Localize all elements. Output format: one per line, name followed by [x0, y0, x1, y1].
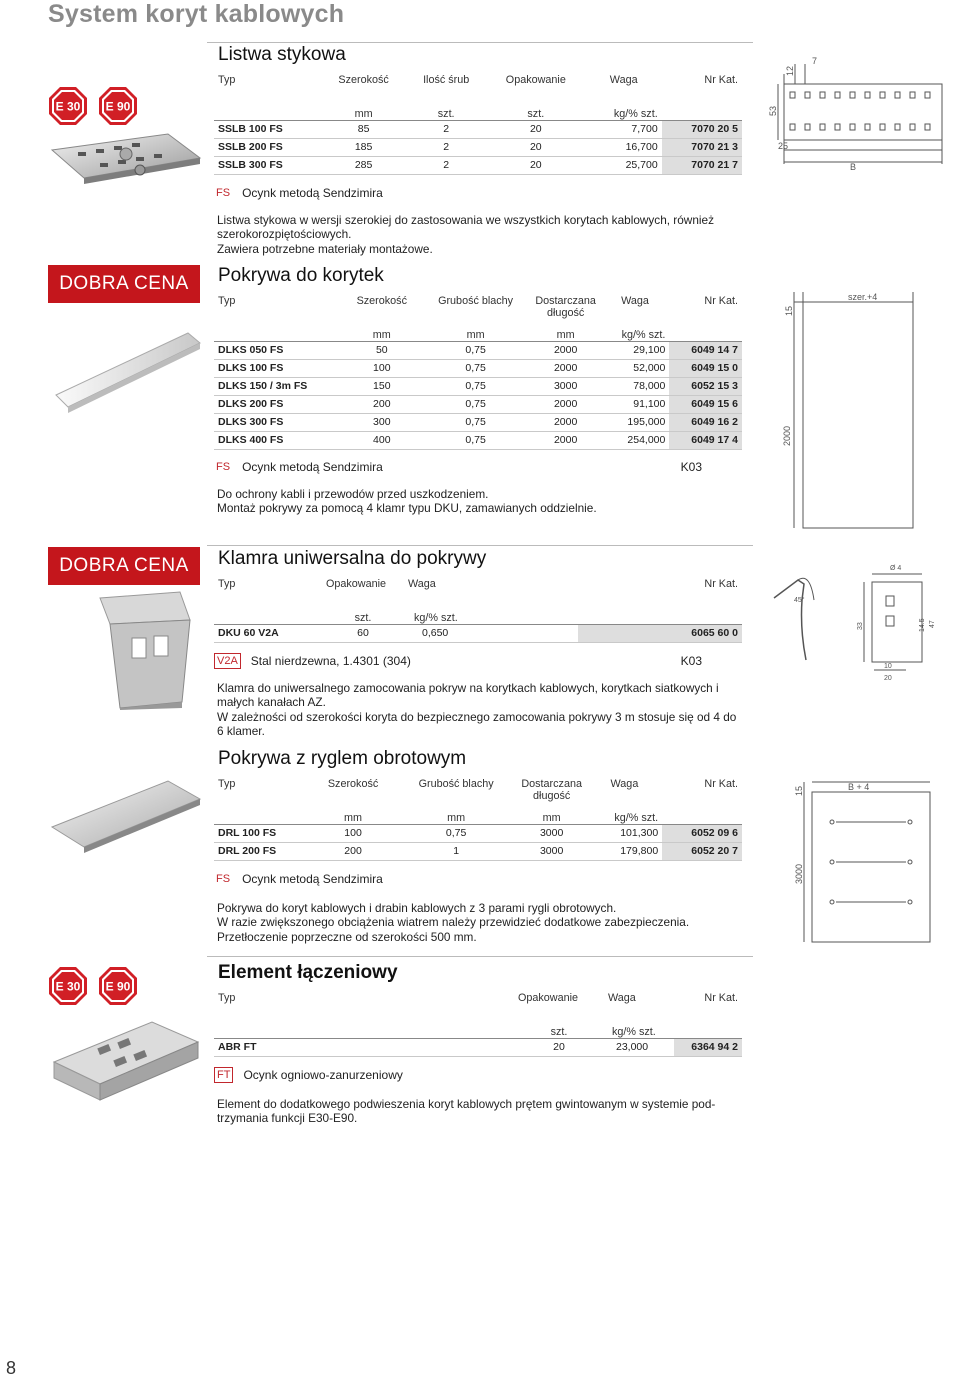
- pokrywa-title: Pokrywa do korytek: [218, 265, 384, 286]
- cell-typ: SSLB 200 FS: [214, 138, 321, 156]
- rygiel-title: Pokrywa z ryglem obrotowym: [218, 748, 467, 769]
- rygiel-legend: [214, 869, 742, 889]
- dim-b: B: [850, 162, 857, 172]
- listwa-table: [214, 72, 742, 175]
- col-nr-kat: Nr Kat.: [704, 578, 738, 590]
- cell-nr-kat: 6049 16 2: [669, 413, 742, 431]
- cell-typ: DKU 60 V2A: [214, 624, 322, 642]
- dim-45: 45°: [794, 597, 805, 604]
- listwa-drawing: [768, 54, 953, 199]
- col-waga: Waga: [408, 578, 436, 590]
- finish-code: V2A: [214, 653, 241, 669]
- klamra-section: [214, 548, 742, 739]
- dim-3000: 3000: [794, 863, 804, 884]
- cell-typ: DRL 100 FS: [214, 824, 310, 842]
- klamra-drawing: [764, 560, 954, 690]
- cell: 195,000: [601, 413, 670, 431]
- e30-label: E 30: [55, 99, 81, 114]
- cell-typ: DLKS 100 FS: [214, 359, 343, 377]
- unit-cell: kg/% szt.: [604, 1020, 674, 1038]
- rygiel-description: [214, 901, 742, 945]
- dim-25: 25: [778, 141, 789, 151]
- cell: 50: [343, 341, 420, 359]
- cell: 78,000: [601, 377, 670, 395]
- cell: 200: [310, 842, 395, 860]
- table-row: [214, 395, 742, 413]
- cell: 179,800: [587, 842, 663, 860]
- cell-waga: 25,700: [586, 156, 662, 174]
- description-line: Klamra do uniwersalnego zamocowania pokryw na korytkach kablowych, korytkach siatkowych i małych kanałach AZ.: [217, 680, 719, 709]
- cell-nr-kat: 6364 94 2: [674, 1038, 742, 1056]
- col-nr-kat: Nr Kat.: [704, 74, 738, 86]
- unit-cell: [214, 323, 343, 341]
- cell-nr-kat: 6049 15 6: [669, 395, 742, 413]
- cell: 200: [343, 395, 420, 413]
- unit-cell: szt.: [406, 102, 486, 120]
- dim-15: 15: [784, 305, 794, 316]
- unit-cell: [214, 1020, 514, 1038]
- unit-cell: mm: [421, 323, 531, 341]
- finish-code: FT: [214, 1067, 233, 1083]
- unit-cell: szt.: [514, 1020, 604, 1038]
- element-description: [214, 1097, 734, 1126]
- unit-cell: szt.: [486, 102, 586, 120]
- cell-szerokosc: 185: [321, 138, 407, 156]
- pokrywa-description: [214, 487, 742, 516]
- description-line: Pokrywa do koryt kablowych i drabin kablowych z 3 parami rygli obrotowych.: [217, 900, 617, 915]
- finish-text: Ocynk metodą Sendzimira: [242, 185, 383, 200]
- cell-ilosc: 2: [406, 120, 486, 138]
- unit-cell: [214, 606, 322, 624]
- cell: 3000: [517, 842, 587, 860]
- section-rule: [207, 545, 753, 546]
- col-grubosc: Grubość blachy: [418, 778, 494, 790]
- cell: 100: [310, 824, 395, 842]
- dim-b-plus: B + 4: [848, 782, 870, 792]
- dim-15: 15: [794, 785, 804, 796]
- dim-33: 33: [857, 622, 864, 630]
- finish-code: FS: [216, 186, 231, 199]
- col-waga: Waga: [621, 295, 649, 307]
- listwa-section: [214, 44, 742, 256]
- col-szerokosc: Szerokość: [327, 778, 379, 790]
- finish-text: Ocynk metodą Sendzimira: [242, 459, 383, 474]
- klamra-legend: [214, 651, 742, 671]
- dim-d4: Ø 4: [890, 565, 902, 572]
- description-line: Przetłoczenie poprzeczne od szerokości 500 mm.: [217, 929, 477, 944]
- col-typ: Typ: [218, 578, 236, 590]
- unit-cell: kg/% szt.: [601, 323, 670, 341]
- cell-nr-kat: 7070 21 7: [662, 156, 742, 174]
- listwa-photo: [48, 130, 203, 205]
- col-waga: Waga: [608, 992, 636, 1004]
- pokrywa-photo: [48, 325, 203, 440]
- element-table: [214, 990, 742, 1057]
- cell: 0,75: [421, 395, 531, 413]
- klamra-title: Klamra uniwersalna do pokrywy: [218, 548, 487, 569]
- dim-7: 7: [812, 56, 818, 66]
- unit-cell: szt.: [322, 606, 404, 624]
- k-code: K03: [680, 653, 702, 668]
- cell: 0,75: [421, 431, 531, 449]
- cell: 0,75: [421, 341, 531, 359]
- table-row: [214, 138, 742, 156]
- unit-cell: [662, 806, 742, 824]
- cell: 2000: [531, 359, 601, 377]
- page-title: System koryt kablowych: [48, 0, 345, 28]
- klamra-description: [214, 681, 742, 739]
- listwa-title: Listwa stykowa: [218, 44, 346, 65]
- listwa-description: [214, 213, 742, 257]
- dim-14-5: 14.5: [919, 618, 926, 632]
- unit-cell: [662, 102, 742, 120]
- col-waga: Waga: [610, 778, 639, 790]
- unit-cell: [214, 806, 310, 824]
- cell: 400: [343, 431, 420, 449]
- dim-szer: szer.+4: [848, 292, 878, 302]
- description-line: Element do dodatkowego podwieszenia koryt kablowych prętem gwintowanym w systemie pod-trzymania funkcji E30-E90.: [217, 1096, 716, 1125]
- pokrywa-drawing: [778, 284, 928, 539]
- cell: 2000: [531, 431, 601, 449]
- finish-code: FS: [216, 460, 231, 473]
- cell-opakowanie: 20: [486, 138, 586, 156]
- col-opakowanie: Opakowanie: [505, 74, 566, 86]
- col-dlugosc: Dostarczana długość: [521, 778, 582, 802]
- cell-typ: DLKS 150 / 3m FS: [214, 377, 343, 395]
- unit-cell: kg/% szt.: [404, 606, 578, 624]
- cell: 101,300: [587, 824, 663, 842]
- unit-cell: mm: [343, 323, 420, 341]
- dim-2000: 2000: [782, 425, 792, 446]
- cell-typ: DLKS 300 FS: [214, 413, 343, 431]
- finish-text: Stal nierdzewna, 1.4301 (304): [250, 653, 411, 668]
- cell-typ: DLKS 400 FS: [214, 431, 343, 449]
- col-szerokosc: Szerokość: [338, 74, 389, 86]
- e30-sign: [48, 86, 88, 126]
- cell-nr-kat: 6049 15 0: [669, 359, 742, 377]
- table-row: [214, 431, 742, 449]
- pokrywa-table: [214, 293, 742, 450]
- col-nr-kat: Nr Kat.: [704, 992, 738, 1004]
- col-opakowanie: Opakowanie: [518, 992, 579, 1004]
- pokrywa-section: [214, 265, 742, 516]
- cell: 0,650: [404, 624, 578, 642]
- dim-53: 53: [768, 105, 778, 116]
- unit-cell: [214, 102, 321, 120]
- finish-text: Ocynk metodą Sendzimira: [242, 871, 383, 886]
- cell-typ: SSLB 300 FS: [214, 156, 321, 174]
- cell-opakowanie: 20: [486, 120, 586, 138]
- table-row: [214, 156, 742, 174]
- unit-cell: kg/% szt.: [586, 102, 662, 120]
- section-rule: [207, 42, 753, 43]
- cell-typ: DLKS 200 FS: [214, 395, 343, 413]
- cell: 29,100: [601, 341, 670, 359]
- unit-cell: mm: [396, 806, 517, 824]
- unit-cell: [669, 323, 742, 341]
- dim-20: 20: [884, 675, 892, 682]
- cell: 20: [514, 1038, 604, 1056]
- table-row: [214, 1038, 742, 1056]
- dim-10: 10: [884, 663, 892, 670]
- cell: 0,75: [421, 413, 531, 431]
- col-nr-kat: Nr Kat.: [704, 295, 738, 307]
- element-photo: [48, 1012, 208, 1112]
- rygiel-drawing: [788, 772, 938, 957]
- unit-cell: mm: [517, 806, 587, 824]
- col-dlugosc: Dostarczana długość: [535, 295, 596, 319]
- cell: 1: [396, 842, 517, 860]
- unit-cell: [578, 606, 742, 624]
- description-line: W zależności od szerokości koryta do bezpiecznego zamocowania pokrywy 3 m stosuje się od 4 do 6 klamer.: [217, 709, 737, 738]
- finish-text: Ocynk ogniowo-zanurzeniowy: [243, 1067, 403, 1082]
- cell-ilosc: 2: [406, 156, 486, 174]
- unit-cell: mm: [310, 806, 395, 824]
- page-number: 8: [6, 1358, 17, 1378]
- col-nr-kat: Nr Kat.: [704, 778, 738, 790]
- cell-opakowanie: 20: [486, 156, 586, 174]
- dobra-cena-badge: DOBRA CENA: [48, 265, 200, 303]
- cell-szerokosc: 85: [321, 120, 407, 138]
- k-code: K03: [680, 459, 702, 474]
- cell: 91,100: [601, 395, 670, 413]
- cell-nr-kat: 6065 60 0: [578, 624, 742, 642]
- cell-typ: DLKS 050 FS: [214, 341, 343, 359]
- dobra-cena-badge: DOBRA CENA: [48, 547, 200, 585]
- e90-sign: [98, 86, 138, 126]
- cell-typ: SSLB 100 FS: [214, 120, 321, 138]
- cell: 300: [343, 413, 420, 431]
- cell: 23,000: [604, 1038, 674, 1056]
- cell: 100: [343, 359, 420, 377]
- element-legend: [214, 1065, 742, 1085]
- rygiel-section: [214, 748, 742, 944]
- table-row: [214, 624, 742, 642]
- element-title: Element łączeniowy: [218, 962, 398, 983]
- cell-typ: DRL 200 FS: [214, 842, 310, 860]
- table-row: [214, 824, 742, 842]
- col-typ: Typ: [218, 74, 236, 86]
- cell: 150: [343, 377, 420, 395]
- cell: 52,000: [601, 359, 670, 377]
- cell: 0,75: [421, 359, 531, 377]
- description-line: Listwa stykowa w wersji szerokiej do zastosowania we wszystkich korytach kablowych, również szerokorozpiętościowych.: [217, 212, 714, 241]
- dim-12: 12: [785, 65, 795, 76]
- cell-nr-kat: 6052 09 6: [662, 824, 742, 842]
- col-typ: Typ: [218, 778, 236, 790]
- cell-nr-kat: 7070 20 5: [662, 120, 742, 138]
- cell-nr-kat: 6049 14 7: [669, 341, 742, 359]
- table-row: [214, 120, 742, 138]
- cell: 0,75: [396, 824, 517, 842]
- cell-nr-kat: 6052 15 3: [669, 377, 742, 395]
- col-opakowanie: Opakowanie: [326, 578, 387, 590]
- e90-sign: [98, 966, 138, 1006]
- col-ilosc-srub: Ilość śrub: [423, 74, 470, 86]
- cell: 0,75: [421, 377, 531, 395]
- e90-label: E 90: [105, 99, 131, 114]
- cell-nr-kat: 7070 21 3: [662, 138, 742, 156]
- cell-nr-kat: 6049 17 4: [669, 431, 742, 449]
- table-row: [214, 842, 742, 860]
- rygiel-table: [214, 776, 742, 861]
- unit-cell: mm: [321, 102, 407, 120]
- dim-47: 47: [929, 620, 936, 628]
- cell: 60: [322, 624, 404, 642]
- col-typ: Typ: [218, 992, 236, 1004]
- cell: 3000: [531, 377, 601, 395]
- unit-cell: kg/% szt.: [587, 806, 663, 824]
- table-row: [214, 359, 742, 377]
- cell-waga: 16,700: [586, 138, 662, 156]
- cell: 254,000: [601, 431, 670, 449]
- col-typ: Typ: [218, 295, 236, 307]
- cell-szerokosc: 285: [321, 156, 407, 174]
- e90-label: E 90: [105, 979, 131, 994]
- table-row: [214, 413, 742, 431]
- description-line: W razie zwiększonego obciążenia wiatrem należy przewidzieć dodatkowe zabezpieczenia.: [217, 915, 690, 929]
- col-waga: Waga: [609, 74, 638, 86]
- cell: 2000: [531, 395, 601, 413]
- cell-ilosc: 2: [406, 138, 486, 156]
- table-row: [214, 341, 742, 359]
- rygiel-photo: [48, 775, 203, 880]
- col-szerokosc: Szerokość: [356, 295, 407, 307]
- listwa-legend: [214, 183, 742, 203]
- description-line: Do ochrony kabli i przewodów przed uszkodzeniem.: [217, 486, 489, 501]
- table-row: [214, 377, 742, 395]
- klamra-photo: [90, 590, 200, 715]
- e30-label: E 30: [55, 979, 81, 994]
- unit-cell: mm: [531, 323, 601, 341]
- description-line: Zawiera potrzebne materiały montażowe.: [217, 241, 433, 256]
- description-line: Montaż pokrywy za pomocą 4 klamr typu DKU, zamawianych oddzielnie.: [217, 501, 597, 515]
- cell: 2000: [531, 341, 601, 359]
- col-grubosc: Grubość blachy: [438, 295, 514, 307]
- finish-code: FS: [216, 872, 231, 885]
- e30-sign: [48, 966, 88, 1006]
- cell-typ: ABR FT: [214, 1038, 514, 1056]
- cell-nr-kat: 6052 20 7: [662, 842, 742, 860]
- cell-waga: 7,700: [586, 120, 662, 138]
- cell: 3000: [517, 824, 587, 842]
- unit-cell: [674, 1020, 742, 1038]
- pokrywa-legend: [214, 457, 742, 477]
- section-rule: [207, 956, 753, 957]
- cell: 2000: [531, 413, 601, 431]
- klamra-table: [214, 576, 742, 643]
- element-section: [214, 962, 742, 1126]
